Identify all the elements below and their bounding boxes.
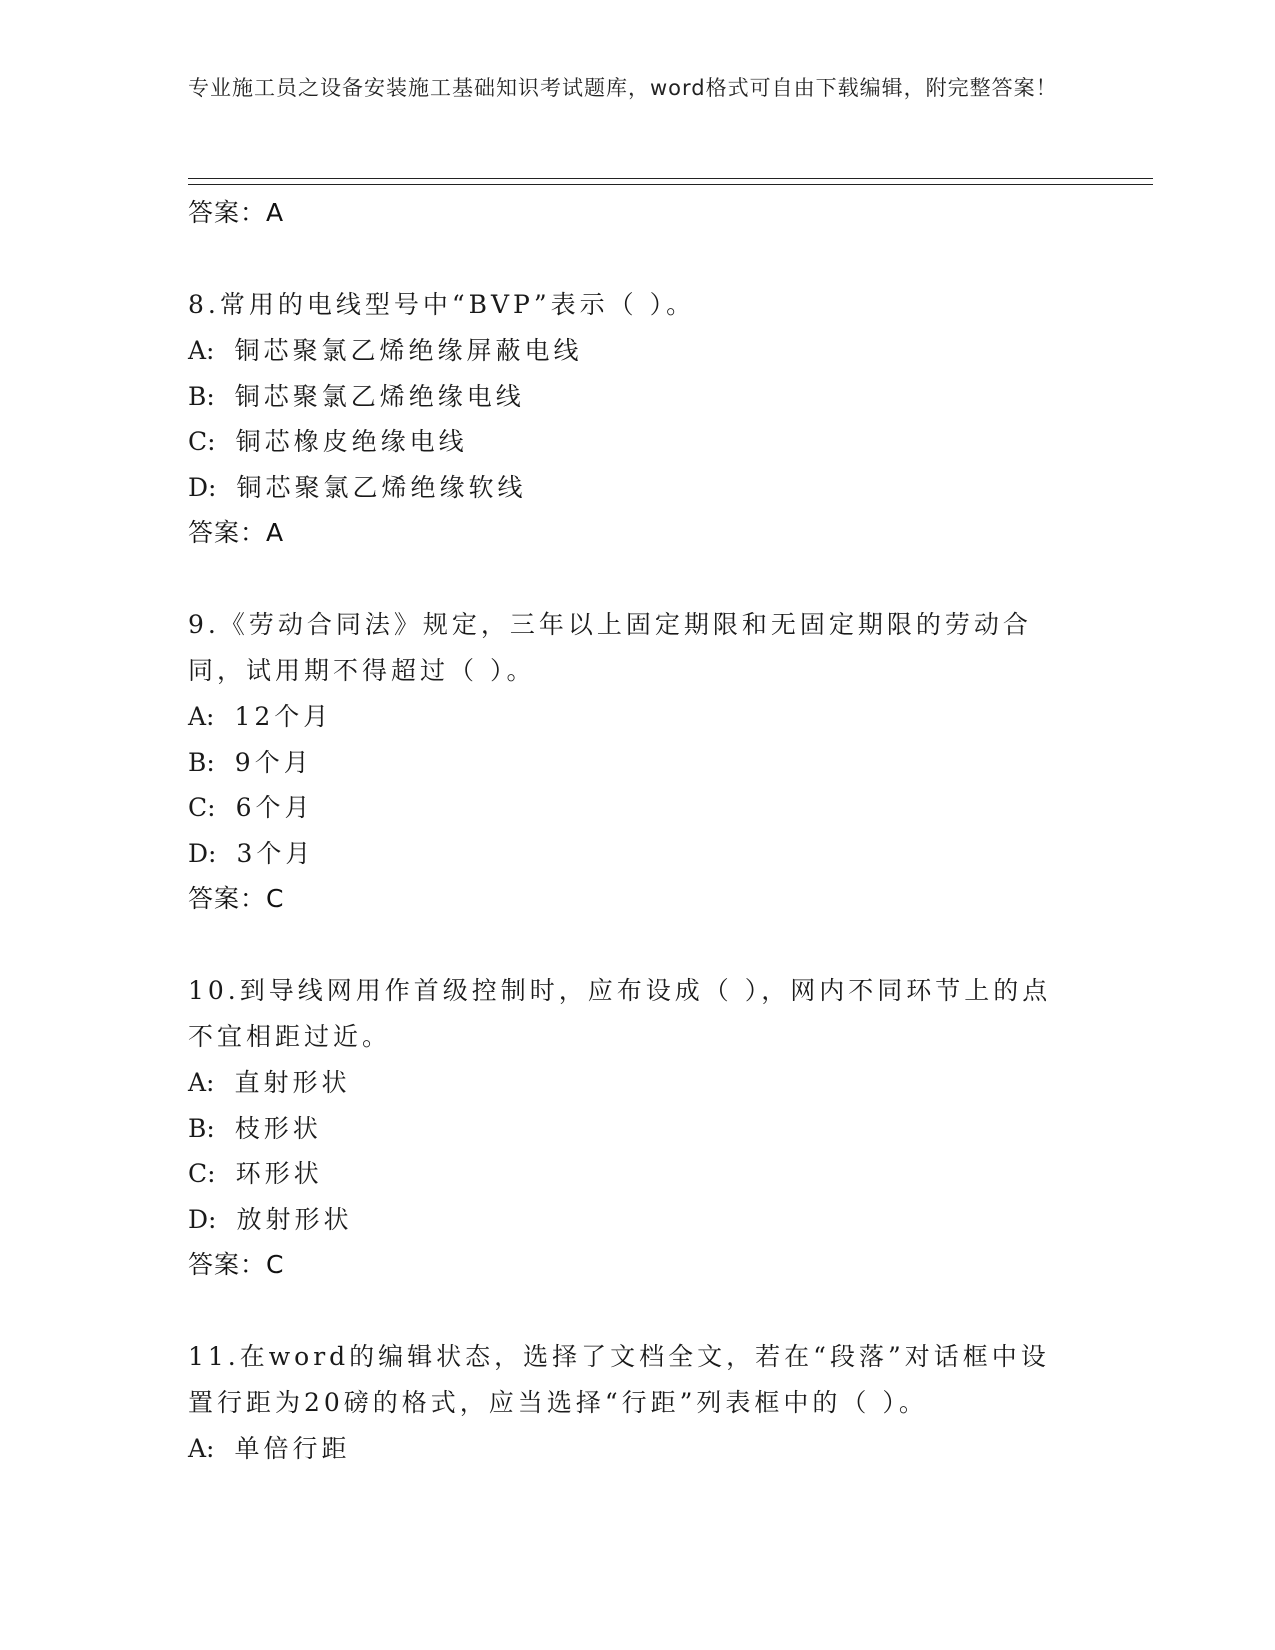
question-block — [188, 602, 1068, 922]
option-c — [188, 785, 1068, 831]
option-d — [188, 465, 1068, 511]
option-text: 铜芯聚氯乙烯绝缘软线 — [236, 472, 527, 502]
option-key: A: — [188, 1434, 215, 1463]
header-rule-top — [188, 178, 1153, 179]
option-key: C: — [188, 793, 216, 822]
spacer — [188, 236, 1068, 282]
option-b — [188, 1106, 1068, 1152]
option-text: 直射形状 — [234, 1068, 351, 1097]
option-key: A: — [188, 336, 215, 365]
option-key: B: — [188, 1113, 215, 1143]
spacer — [188, 1288, 1068, 1334]
document-body — [188, 190, 1068, 1472]
option-b — [188, 374, 1068, 420]
question-text: 8.常用的电线型号中“BVP”表示（ ）。 — [188, 290, 696, 319]
option-text: 铜芯聚氯乙烯绝缘电线 — [234, 381, 525, 411]
question-block — [188, 968, 1068, 1288]
option-key: C: — [188, 1159, 216, 1188]
spacer — [188, 556, 1068, 602]
question-text: 10.到导线网用作首级控制时，应布设成（ ），网内不同环节上的点不宜相距过近。 — [188, 976, 1052, 1051]
option-key: D: — [188, 472, 217, 502]
option-c — [188, 419, 1068, 465]
option-key: C: — [188, 427, 216, 456]
question-block — [188, 282, 1068, 556]
answer-line: 答案：A — [188, 198, 285, 227]
question-text: 11.在word的编辑状态，选择了文档全文，若在“段落”对话框中设置行距为20磅的格式，应当选择“行距”列表框中的（ ）。 — [188, 1342, 1050, 1417]
option-text: 单倍行距 — [234, 1434, 351, 1463]
option-a — [188, 1060, 1068, 1106]
option-key: A: — [188, 1068, 215, 1097]
question-text: 9.《劳动合同法》规定，三年以上固定期限和无固定期限的劳动合同，试用期不得超过（ ）。 — [188, 610, 1032, 685]
option-d — [188, 1197, 1068, 1243]
option-a — [188, 1426, 1068, 1472]
option-key: B: — [188, 381, 215, 411]
option-c — [188, 1151, 1068, 1197]
option-text: 铜芯聚氯乙烯绝缘屏蔽电线 — [234, 336, 583, 365]
option-text: 12个月 — [234, 702, 333, 731]
option-text: 铜芯橡皮绝缘电线 — [235, 427, 468, 456]
option-text: 环形状 — [235, 1159, 323, 1188]
option-key: D: — [188, 838, 217, 868]
answer-line: 答案：A — [188, 518, 285, 547]
option-key: B: — [188, 747, 215, 777]
document-header: 专业施工员之设备安装施工基础知识考试题库，word格式可自由下载编辑，附完整答案！ — [188, 76, 1058, 100]
option-d — [188, 831, 1068, 877]
option-text: 9个月 — [234, 747, 313, 777]
option-key: D: — [188, 1204, 217, 1234]
option-key: A: — [188, 702, 215, 731]
header-rule-bottom — [188, 184, 1153, 185]
option-text: 6个月 — [235, 793, 314, 822]
option-text: 放射形状 — [236, 1204, 353, 1234]
spacer — [188, 922, 1068, 968]
option-a — [188, 694, 1068, 740]
answer-line: 答案：C — [188, 1250, 285, 1279]
answer-line: 答案：C — [188, 884, 285, 913]
option-text: 枝形状 — [234, 1113, 322, 1143]
option-a — [188, 328, 1068, 374]
option-text: 3个月 — [236, 838, 315, 868]
question-block — [188, 1334, 1068, 1472]
option-b — [188, 740, 1068, 786]
